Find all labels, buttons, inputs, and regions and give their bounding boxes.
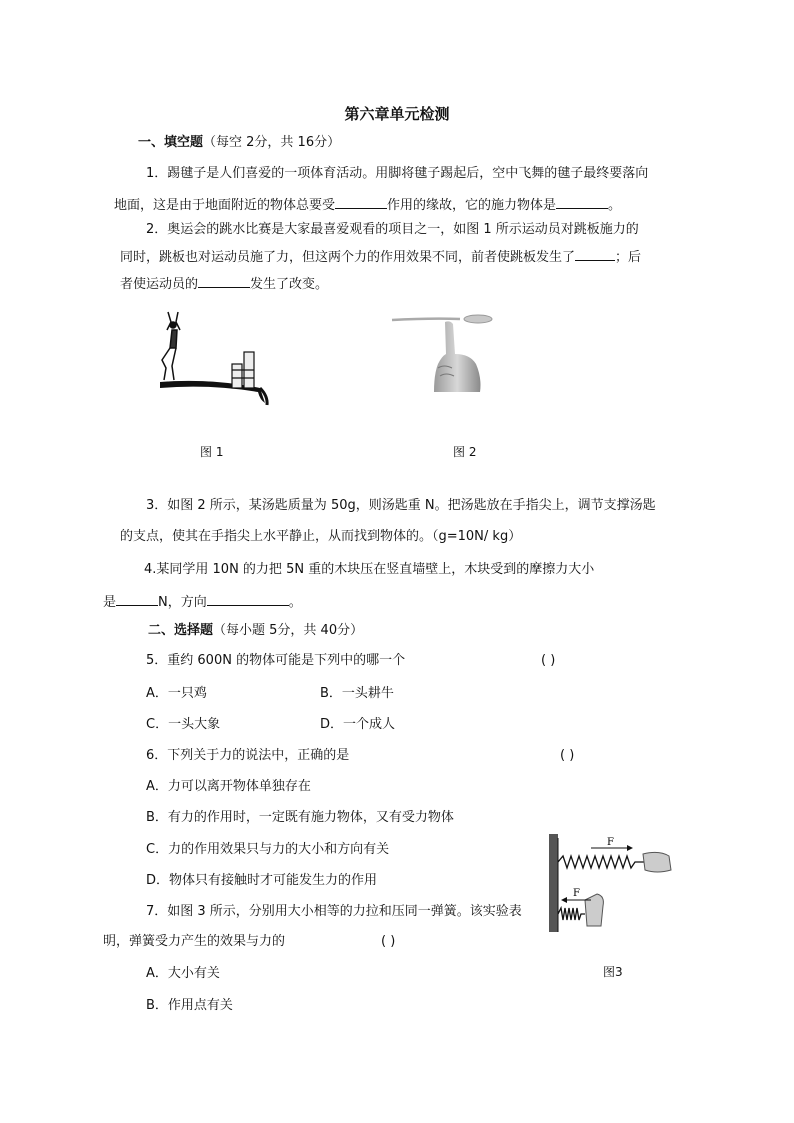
q3-line1: 3．如图 2 所示，某汤匙质量为 50g，则汤匙重 N。把汤匙放在手指尖上，调节支撑汤匙 [146, 498, 656, 513]
q1-line1: 1．踢毽子是人们喜爱的一项体育活动。用脚将毽子踢起后，空中飞舞的毽子最终要落向 [146, 166, 649, 181]
q4-line2 [103, 591, 302, 613]
figure2-caption: 图 2 [453, 445, 477, 459]
q4-line1: 4.某同学用 10N 的力把 5N 重的木块压在竖直墙壁上，木块受到的摩擦力大小 [144, 562, 595, 577]
q6-option-b[interactable]: B．有力的作用时，一定既有施力物体，又有受力物体 [146, 810, 454, 825]
figure3-spring-force [549, 834, 673, 932]
q1-text-c: 。 [608, 198, 622, 213]
figure2-spoon-on-finger [390, 308, 498, 392]
q2-text-c: 者使运动员的 [120, 277, 199, 292]
section1-heading-line [138, 133, 340, 153]
q1-blank-2[interactable] [556, 194, 608, 209]
q4-blank-2[interactable] [207, 591, 289, 606]
page-title: 第六章单元检测 [344, 105, 450, 123]
q2-line3 [120, 273, 328, 295]
q5-option-c[interactable]: C．一头大象 [146, 717, 221, 732]
q5-answer-paren: ( ) [541, 653, 556, 668]
q3-line2: 的支点，使其在手指尖上水平静止，从而找到物体的。（g=10N/ kg） [120, 529, 522, 544]
figure3-label-f2: F [573, 888, 580, 899]
q1-blank-1[interactable] [335, 194, 387, 209]
q6-option-a[interactable]: A．力可以离开物体单独存在 [146, 779, 311, 794]
q7-option-b[interactable]: B．作用点有关 [146, 998, 233, 1013]
q2-line1: 2．奥运会的跳水比赛是大家最喜爱观看的项目之一，如图 1 所示运动员对跳板施力的 [146, 222, 639, 237]
figure1-diving-board [150, 308, 275, 408]
figure3-label-f1: F [607, 837, 614, 848]
q6-option-c[interactable]: C．力的作用效果只与力的大小和方向有关 [146, 842, 390, 857]
q4-blank-1[interactable] [116, 591, 158, 606]
q6-stem: 6．下列关于力的说法中，正确的是 [146, 748, 350, 763]
q7-answer-paren: ( ) [381, 934, 396, 949]
section2-heading-line [148, 621, 363, 641]
section1-heading: 一、填空题 [138, 135, 204, 150]
q2-blank-1[interactable] [575, 246, 615, 261]
q1-text-a: 地面，这是由于地面附近的物体总要受 [114, 198, 336, 213]
q5-option-a[interactable]: A．一只鸡 [146, 686, 207, 701]
q1-text-b: 作用的缘故，它的施力物体是 [387, 198, 557, 213]
q2-text-a: 同时，跳板也对运动员施了力，但这两个力的作用效果不同，前者使跳板发生了 [120, 250, 576, 265]
q7-option-a[interactable]: A．大小有关 [146, 966, 220, 981]
q6-option-d[interactable]: D．物体只有接触时才可能发生力的作用 [146, 873, 378, 888]
section2-note: （每小题 5分，共 40分） [213, 623, 364, 638]
q7-line2: 明，弹簧受力产生的效果与力的 [103, 934, 286, 949]
q6-answer-paren: ( ) [560, 748, 575, 763]
figure3-caption: 图3 [603, 965, 623, 979]
q4-text-c: 。 [288, 595, 302, 610]
q2-blank-2[interactable] [198, 273, 250, 288]
q5-stem: 5．重约 600N 的物体可能是下列中的哪一个 [146, 653, 406, 668]
figure1-caption: 图 1 [200, 445, 224, 459]
q7-line1: 7．如图 3 所示，分别用大小相等的力拉和压同一弹簧。该实验表 [146, 904, 522, 919]
q1-line2 [114, 194, 621, 216]
section2-heading: 二、选择题 [148, 623, 214, 638]
q4-text-a: 是 [103, 595, 117, 610]
q2-text-b: ；后 [615, 250, 642, 265]
q5-option-d[interactable]: D．一个成人 [320, 717, 396, 732]
q2-text-d: 发生了改变。 [250, 277, 329, 292]
q4-text-b: N，方向 [158, 595, 207, 610]
section1-note: （每空 2分，共 16分） [203, 135, 341, 150]
q5-option-b[interactable]: B．一头耕牛 [320, 686, 394, 701]
q2-line2 [120, 246, 641, 268]
